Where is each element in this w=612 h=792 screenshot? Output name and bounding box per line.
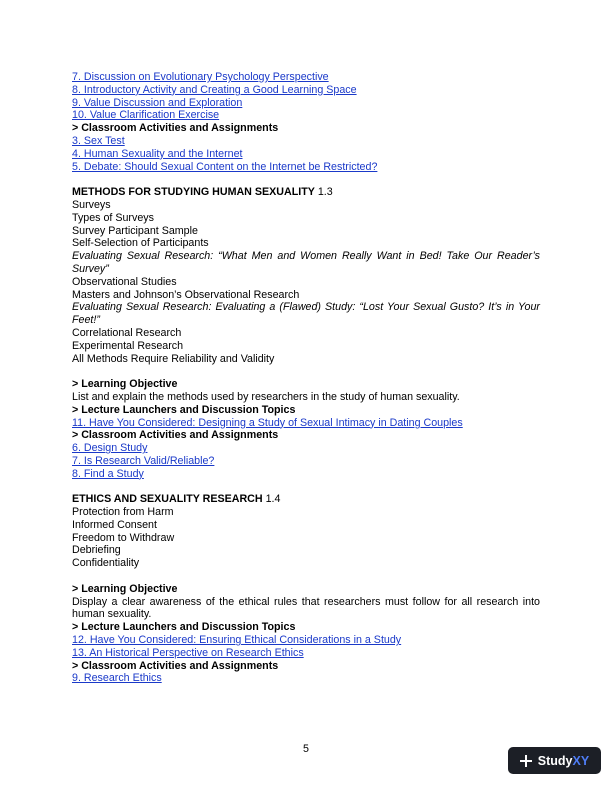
link-research-valid[interactable]: 7. Is Research Valid/Reliable? (72, 454, 215, 467)
list-item: Types of Surveys (72, 211, 154, 224)
lecture-heading: > Lecture Launchers and Discussion Topics (72, 403, 296, 416)
badge-text: Study (537, 753, 573, 768)
feature-title: Evaluating Sexual Research: “What Men and Women Really Want in Bed! Take Our Reader’s Survey” (72, 250, 540, 275)
list-item: Masters and Johnson’s Observational Research (72, 288, 300, 301)
link-ethical-considerations[interactable]: 12. Have You Considered: Ensuring Ethical Considerations in a Study (72, 634, 402, 647)
link-value-clarification[interactable]: 10. Value Clarification Exercise (72, 109, 220, 122)
feature-title: Evaluating Sexual Research: Evaluating a (Flawed) Study: “Lost Your Sexual Gusto? It’s in Your Feet!” (72, 301, 540, 327)
section-number: 1.4 (265, 493, 281, 506)
list-item: Informed Consent (72, 518, 157, 531)
learning-objective-heading: > Learning Objective (72, 582, 178, 595)
list-item: Experimental Research (72, 339, 184, 352)
list-item: Self-Selection of Participants (72, 237, 209, 250)
learning-objective-text: List and explain the methods used by researchers in the study of human sexuality. (72, 390, 460, 403)
link-sexuality-internet[interactable]: 4. Human Sexuality and the Internet (72, 147, 243, 160)
list-item: Freedom to Withdraw (72, 531, 175, 544)
link-find-study[interactable]: 8. Find a Study (72, 467, 144, 480)
list-item: Observational Studies (72, 275, 177, 288)
badge-accent: XY (572, 753, 590, 768)
list-item: All Methods Require Reliability and Validity (72, 352, 275, 365)
list-item: Surveys (72, 198, 111, 211)
plus-icon (520, 755, 532, 767)
classroom-heading: > Classroom Activities and Assignments (72, 122, 279, 135)
section-number: 1.3 (317, 186, 333, 199)
link-historical-ethics[interactable]: 13. An Historical Perspective on Research Ethics (72, 646, 304, 659)
link-introductory-activity[interactable]: 8. Introductory Activity and Creating a Good Learning Space (72, 83, 357, 96)
link-debate-internet[interactable]: 5. Debate: Should Sexual Content on the Internet be Restricted? (72, 160, 378, 173)
link-value-discussion[interactable]: 9. Value Discussion and Exploration (72, 96, 243, 109)
link-design-study[interactable]: 6. Design Study (72, 442, 148, 455)
list-item: Debriefing (72, 544, 121, 557)
classroom-heading: > Classroom Activities and Assignments (72, 429, 279, 442)
document-body (72, 71, 540, 685)
link-sex-test[interactable]: 3. Sex Test (72, 134, 125, 147)
list-item: Survey Participant Sample (72, 224, 198, 237)
section-title: METHODS FOR STUDYING HUMAN SEXUALITY (72, 186, 315, 199)
page-number: 5 (303, 743, 309, 755)
list-item: Correlational Research (72, 326, 182, 339)
learning-objective-text: Display a clear awareness of the ethical rules that researchers must follow for all research into human sexuality. (72, 595, 540, 621)
classroom-heading: > Classroom Activities and Assignments (72, 659, 279, 672)
section-heading-ethics (72, 493, 540, 506)
studyxy-badge[interactable] (508, 747, 601, 774)
list-item: Confidentiality (72, 557, 140, 570)
section-heading-methods (72, 186, 540, 199)
section-title: ETHICS AND SEXUALITY RESEARCH (72, 493, 263, 506)
learning-objective-heading: > Learning Objective (72, 378, 178, 391)
link-designing-study[interactable]: 11. Have You Considered: Designing a Study of Sexual Intimacy in Dating Couples (72, 416, 463, 429)
lecture-heading: > Lecture Launchers and Discussion Topics (72, 621, 296, 634)
list-item: Protection from Harm (72, 506, 174, 519)
link-research-ethics[interactable]: 9. Research Ethics (72, 672, 162, 685)
link-evolutionary-psychology[interactable]: 7. Discussion on Evolutionary Psychology Perspective (72, 71, 329, 83)
